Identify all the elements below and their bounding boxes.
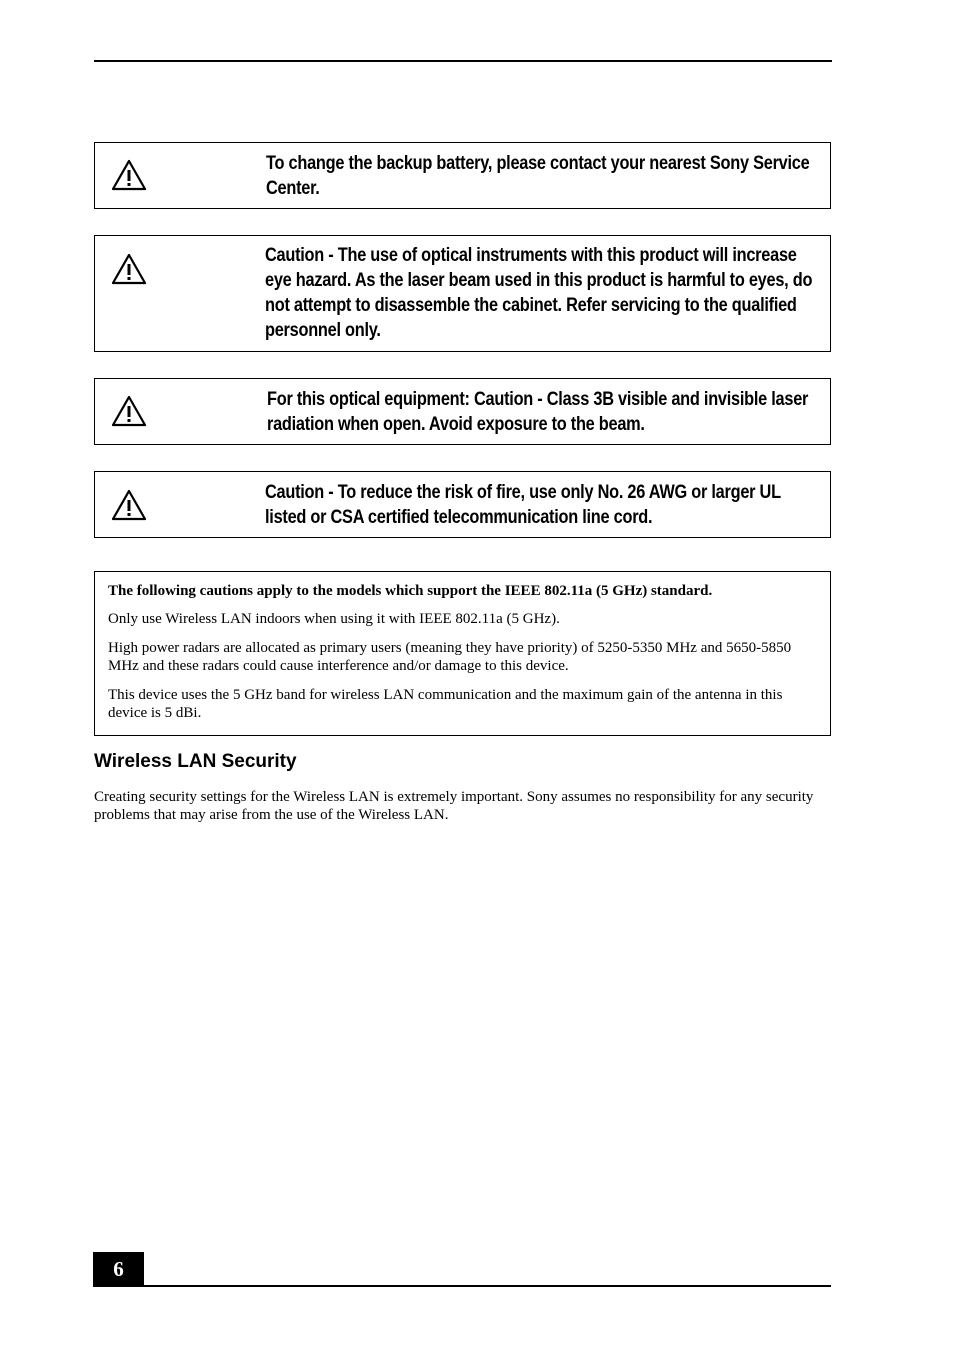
caution-paragraph: Only use Wireless LAN indoors when using it with IEEE 802.11a (5 GHz). <box>108 611 560 627</box>
warning-text: Caution - The use of optical instruments with this product will increase eye hazard. As the laser beam used in this product is harmful to eyes, do not attempt to disassemble the cabinet. Refer servicing to the qualified personnel only. <box>265 245 813 341</box>
warning-triangle-icon <box>111 159 147 191</box>
warning-triangle-icon <box>111 489 147 521</box>
warning-box-optical-instruments <box>94 235 831 352</box>
warning-text: Caution - To reduce the risk of fire, use only No. 26 AWG or larger UL listed or CSA certified telecommunication line cord. <box>265 482 781 528</box>
warning-text: For this optical equipment: Caution - Class 3B visible and invisible laser radiation when open. Avoid exposure to the beam. <box>267 389 809 435</box>
footer-rule <box>93 1285 831 1287</box>
section-heading: Wireless LAN Security <box>94 751 297 772</box>
warning-triangle-icon <box>111 253 147 285</box>
cautions-lead: The following cautions apply to the models which support the IEEE 802.11a (5 GHz) standard. <box>108 583 713 599</box>
warning-triangle-icon <box>111 395 147 427</box>
warning-box-laser-class <box>94 378 831 445</box>
page-number: 6 <box>93 1252 144 1286</box>
warning-box-battery <box>94 142 831 209</box>
warning-box-line-cord <box>94 471 831 538</box>
caution-paragraph: This device uses the 5 GHz band for wireless LAN communication and the maximum gain of the antenna in this device is 5 dBi. <box>108 687 783 721</box>
caution-paragraph: High power radars are allocated as primary users (meaning they have priority) of 5250-5350 MHz and 5650-5850 MHz and these radars could cause interference and/or damage to this device. <box>108 640 792 674</box>
wireless-cautions-box <box>94 571 831 736</box>
warning-text: To change the backup battery, please contact your nearest Sony Service Center. <box>266 153 810 199</box>
section-body: Creating security settings for the Wireless LAN is extremely important. Sony assumes no responsibility for any security problems that may arise from the use of the Wireless LAN. <box>94 789 814 823</box>
header-rule <box>94 60 832 62</box>
